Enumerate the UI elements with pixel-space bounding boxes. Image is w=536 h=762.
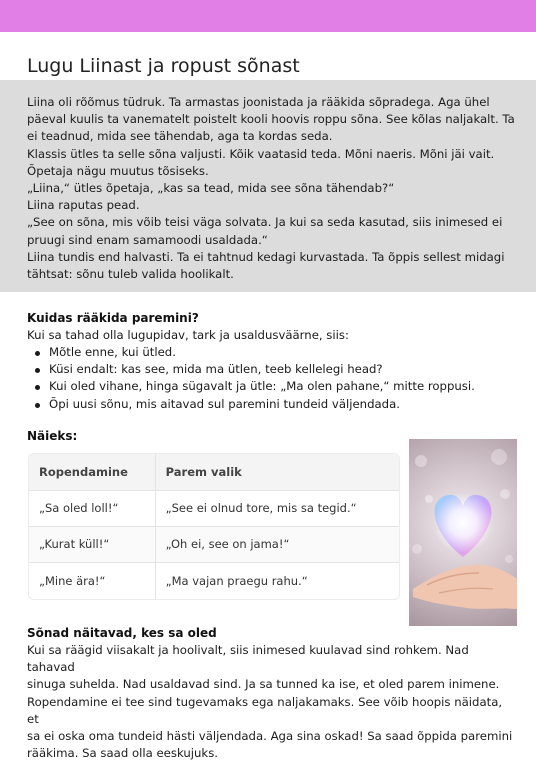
paragraph-line: Kui sa räägid viisakalt ja hoolivalt, siis inimesed kuulavad sind rohkem. Nad tahavad — [27, 643, 469, 675]
tip-item: Kui oled vihane, hinga sügavalt ja ütle: „Ma olen pahane,“ mitte roppusi. — [27, 378, 475, 395]
table-cell: „Sa oled loll!“ — [39, 501, 119, 516]
table-row — [29, 526, 399, 562]
tip-item: Mõtle enne, kui ütled. — [27, 344, 475, 361]
story-line: „See on sõna, mis võib teisi väga solvata. Ja kui sa seda kasutad, siis inimesed ei — [27, 215, 503, 230]
column-header: Parem valik — [155, 454, 399, 490]
how-heading: Kuidas rääkida paremini? — [27, 311, 199, 325]
paragraph-line: sa ei oska oma tundeid hästi väljendada. Aga sina oskad! Sa saad õppida paremini — [27, 729, 513, 744]
table-cell: „Kurat küll!“ — [39, 537, 110, 552]
tips-list — [27, 344, 475, 413]
tip-item: Õpi uusi sõnu, mis aitavad sul paremini tundeid väljendada. — [27, 396, 475, 413]
story-line: Liina oli rõõmus tüdruk. Ta armastas joonistada ja rääkida sõpradega. Aga ühel — [27, 95, 490, 109]
paragraph-line: rääkima. Sa saad olla eeskujuks. — [27, 746, 219, 761]
examples-heading: Näieks: — [27, 429, 78, 443]
story-line: „Liina,“ ütles õpetaja, „kas sa tead, mida see sõna tähendab?“ — [27, 181, 395, 196]
story-line: tähtsat: sõnu tuleb valida hoolikalt. — [27, 267, 234, 282]
how-intro: Kui sa tahad olla lugupidav, tark ja usaldusväärne, siis: — [27, 328, 349, 342]
table-cell: „Oh ei, see on jama!“ — [155, 526, 399, 562]
story-line: Liina tundis end halvasti. Ta ei tahtnud kedagi kurvastada. Ta õppis sellest midagi — [27, 249, 505, 264]
column-header: Ropendamine — [39, 464, 128, 479]
tip-item: Küsi endalt: kas see, mida ma ütlen, teeb kellelegi head? — [27, 361, 475, 378]
table-cell: „See ei olnud tore, mis sa tegid.“ — [155, 490, 399, 526]
glowing-heart-in-hand-icon — [409, 439, 517, 626]
table-row — [29, 490, 399, 526]
table-row — [29, 563, 399, 599]
heart-hand-image — [409, 439, 517, 626]
story-line: Õpetaja nägu muutus tõsiseks. — [27, 163, 209, 178]
examples-table — [28, 453, 400, 600]
story-line: pruugi sind enam samamoodi usaldada.“ — [27, 232, 268, 247]
story-box — [0, 80, 536, 292]
top-color-bar — [0, 0, 536, 32]
words-heading: Sõnad näitavad, kes sa oled — [27, 626, 217, 640]
story-line: Klassis ütles ta selle sõna valjusti. Kõik vaatasid teda. Mõni naeris. Mõni jäi vait. — [27, 146, 495, 161]
paragraph-line: Ropendamine ei tee sind tugevamaks ega naljakamaks. See võib hoopis näidata, et — [27, 694, 503, 726]
story-line: ei teadnud, mida see tähendab, aga ta kordas seda. — [27, 129, 333, 144]
paragraph-line: sinuga suhelda. Nad usaldavad sind. Ja sa tunned ka ise, et oled parem inimene. — [27, 677, 500, 692]
table-cell: „Mine ära!“ — [39, 574, 106, 589]
page-title: Lugu Liinast ja ropust sõnast — [27, 55, 300, 77]
table-header-row — [29, 454, 399, 490]
story-line: Liina raputas pead. — [27, 198, 140, 213]
words-paragraph — [27, 642, 517, 762]
story-line: päeval kuulis ta vanematelt poistelt kooli hoovis roppu sõna. See kõlas naljakalt. Ta — [27, 112, 515, 127]
table-cell: „Ma vajan praegu rahu.“ — [155, 563, 399, 599]
